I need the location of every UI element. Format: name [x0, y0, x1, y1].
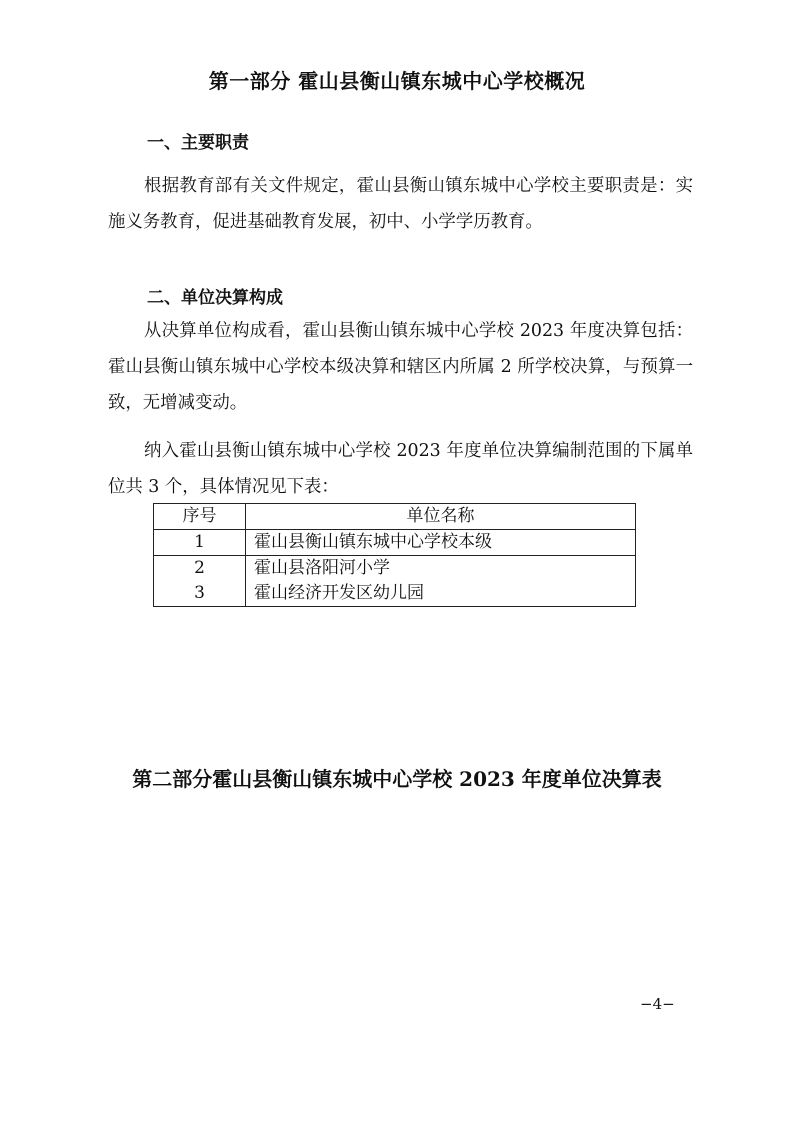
row-unit-name: 霍山县洛阳河小学 [246, 556, 636, 582]
table-row [154, 556, 636, 582]
page-number: −4− [640, 995, 675, 1013]
unit-table [153, 503, 636, 607]
unit-scope-paragraph: 纳入霍山县衡山镇东城中心学校 2023 年度单位决算编制范围的下属单位共 3 个，具体情况见下表： [108, 441, 693, 497]
row-unit-name: 霍山县衡山镇东城中心学校本级 [246, 530, 636, 556]
table-header-row [154, 504, 636, 530]
row-number: 3 [154, 581, 246, 607]
column-header-unit-name: 单位名称 [246, 504, 636, 530]
row-unit-name: 霍山经济开发区幼儿园 [246, 581, 636, 607]
section-heading-main-duties: 一、主要职责 [147, 133, 249, 153]
unit-composition-paragraph: 从决算单位构成看，霍山县衡山镇东城中心学校 2023 年度决算包括：霍山县衡山镇东城中心学校本级决算和辖区内所属 2 所学校决算，与预算一致，无增减变动。 [108, 321, 693, 413]
table-row [154, 530, 636, 556]
part-two-title: 第二部分霍山县衡山镇东城中心学校 2023 年度单位决算表 [132, 767, 662, 791]
section-heading-unit-composition: 二、单位决算构成 [147, 288, 283, 308]
column-header-number: 序号 [154, 504, 246, 530]
row-number: 1 [154, 530, 246, 556]
table-row [154, 581, 636, 607]
page-title: 第一部分 霍山县衡山镇东城中心学校概况 [208, 69, 586, 93]
row-number: 2 [154, 556, 246, 582]
main-duties-paragraph: 根据教育部有关文件规定，霍山县衡山镇东城中心学校主要职责是：实施义务教育，促进基础教育发展，初中、小学学历教育。 [108, 176, 693, 232]
